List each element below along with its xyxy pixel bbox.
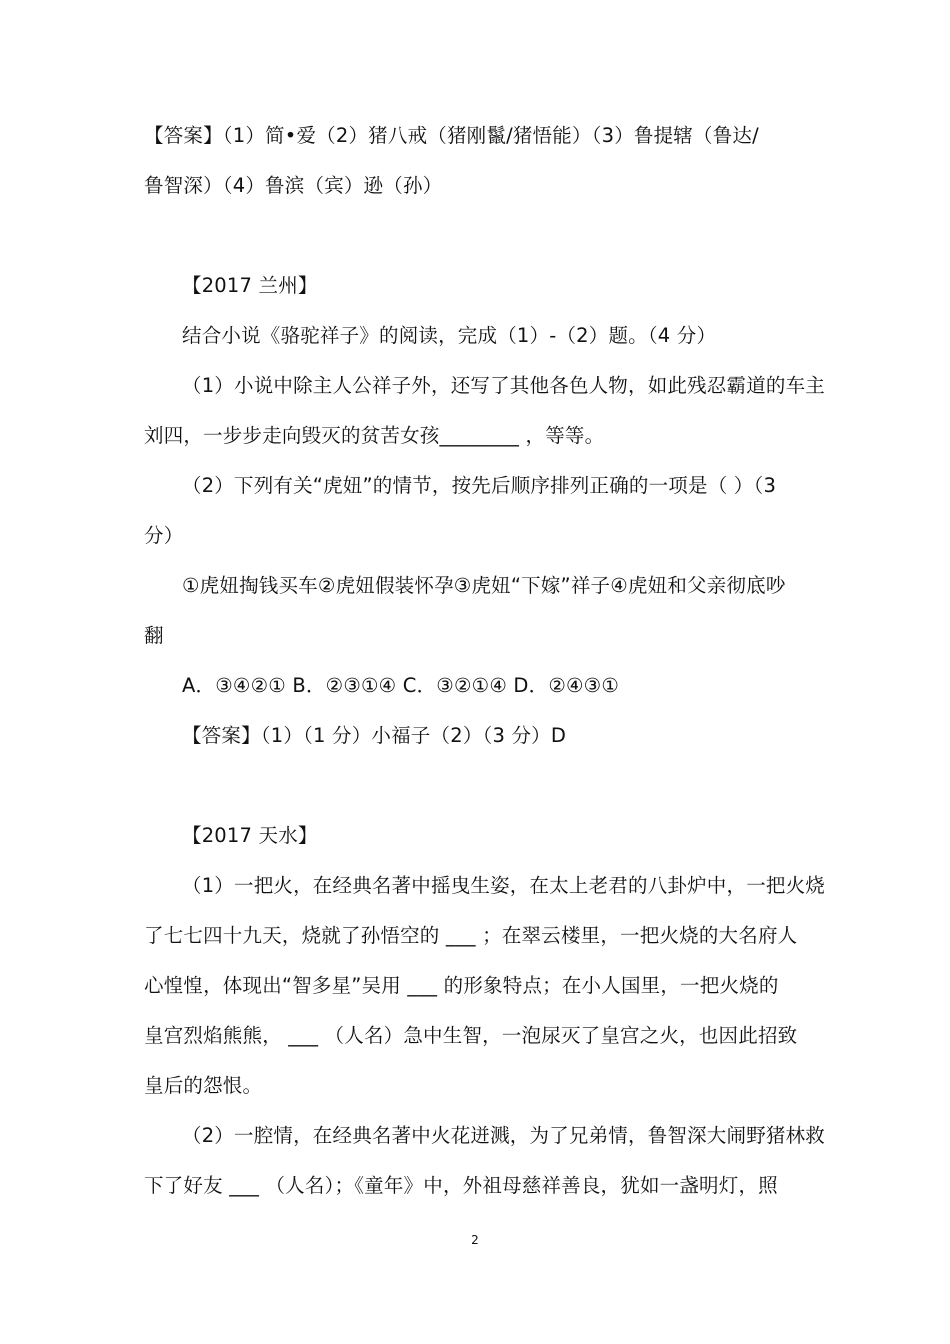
question-2-line-2: 分） — [144, 524, 184, 547]
tianshui-q2-line-2: 下了好友 ___ （人名）；《童年》中，外祖母慈祥善良，犹如一盏明灯，照 — [144, 1174, 778, 1197]
plot-list-line-1: ①虎妞掏钱买车②虎妞假装怀孕③虎妞“下嫁”祥子④虎妞和父亲彻底吵 — [182, 574, 786, 597]
section-heading-tianshui: 【2017 天水】 — [182, 824, 318, 847]
tianshui-q1-line-5: 皇后的怨恨。 — [144, 1074, 263, 1097]
answer-line-1: 【答案】（1）简•爱（2）猪八戒（猪刚鬣/猪悟能）（3）鲁提辖（鲁达/ — [144, 124, 759, 147]
question-1-line-1: （1）小说中除主人公祥子外，还写了其他各色人物，如此残忍霸道的车主 — [182, 374, 826, 397]
section-heading-lanzhou: 【2017 兰州】 — [182, 274, 318, 297]
tianshui-q1-line-1: （1）一把火，在经典名著中摇曳生姿，在太上老君的八卦炉中，一把火烧 — [182, 874, 826, 897]
tianshui-q2-line-1: （2）一腔情，在经典名著中火花迸溅，为了兄弟情，鲁智深大闹野猪林救 — [182, 1124, 826, 1147]
question-intro: 结合小说《骆驼祥子》的阅读，完成（1）-（2）题。（4 分） — [182, 324, 717, 347]
answer-options: A．③④②① B．②③①④ C．③②①④ D．②④③① — [182, 674, 620, 697]
tianshui-q1-line-4: 皇宫烈焰熊熊， ___ （人名）急中生智，一泡尿灭了皇宫之火，也因此招致 — [144, 1024, 798, 1047]
tianshui-q1-line-2: 了七七四十九天，烧就了孙悟空的 ___ ；在翠云楼里，一把火烧的大名府人 — [144, 924, 798, 947]
answer-line-2: 鲁智深）（4）鲁滨（宾）逊（孙） — [144, 174, 443, 197]
question-1-line-2: 刘四，一步步走向毁灭的贫苦女孩________ ，等等。 — [144, 424, 605, 447]
answer-lanzhou: 【答案】（1）（1 分）小福子（2）（3 分）D — [182, 724, 567, 747]
tianshui-q1-line-3: 心惶惶，体现出“智多星”吴用 ___ 的形象特点；在小人国里，一把火烧的 — [144, 974, 779, 997]
question-2-line-1: （2）下列有关“虎妞”的情节，按先后顺序排列正确的一项是（ ）（3 — [182, 474, 777, 497]
plot-list-line-2: 翻 — [144, 624, 164, 647]
page-number: 2 — [471, 1233, 479, 1247]
